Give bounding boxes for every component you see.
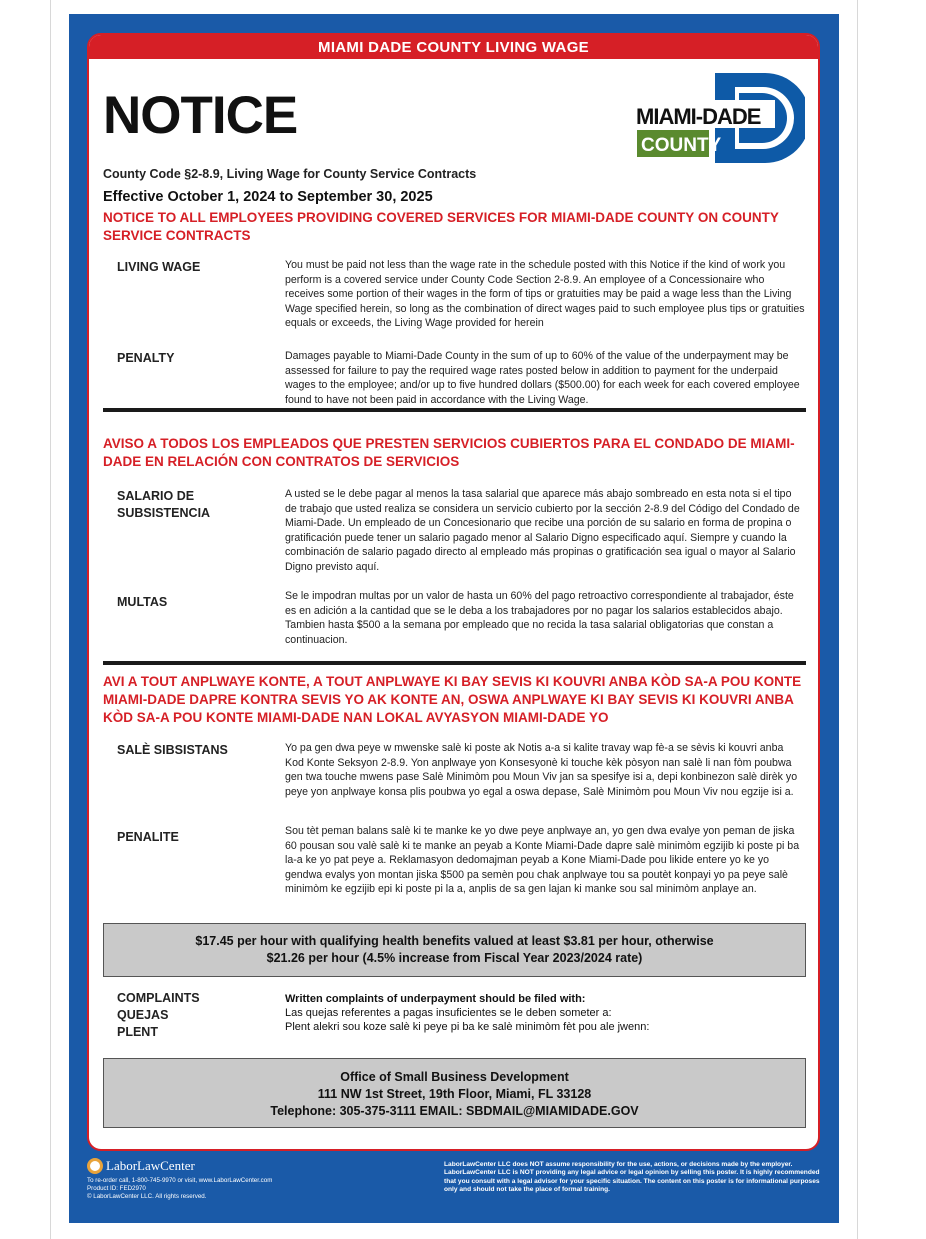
sale-text: Yo pa gen dwa peye w mwenske salè ki poste ak Notis a-a si kalite travay wap fè-a se sèvis ki kouvri anba Kod Konte Seksyon 2-8.9. Yon anplwaye yon Konsesyonè ki touche kèk pòsyon nan salè li nan fòm poubwa gen twa touche mwens pase Salè Minimòm pou Moun Viv jan sa spesifye isi a, depi konbinezon salè dirèk yo peye yon anplwaye konsa plis poubwa yo egal a oswa depase, Salè Minimòm pou Moun Viv nou egzije isi a. (285, 742, 798, 798)
page-edge-left (50, 0, 51, 1239)
logo-text-top: MIAMI-DADE (636, 104, 761, 129)
complaints-text-en: Written complaints of underpayment should be filed with: (285, 993, 586, 1005)
notice-title: NOTICE (103, 86, 298, 145)
wage-rate-line-1: $17.45 per hour with qualifying health benefits valued at least $3.81 per hour, otherwise (195, 934, 714, 948)
laborlawcenter-brand: LaborLawCenter (106, 1158, 195, 1173)
office-name: Office of Small Business Development (340, 1070, 569, 1084)
spanish-heading: AVISO A TODOS LOS EMPLEADOS QUE PRESTEN SERVICIOS CUBIERTOS PARA EL CONDADO DE MIAMI-DADE EN RELACIÓN CON CONTRATOS DE SERVICIOS (103, 436, 795, 469)
office-box (103, 1058, 806, 1128)
copyright: © LaborLawCenter LLC. All rights reserved. (87, 1193, 207, 1200)
complaints-label-en: COMPLAINTS (117, 991, 200, 1005)
multas-label: MULTAS (117, 595, 168, 609)
complaints-label-ht: PLENT (117, 1025, 158, 1039)
code-subtitle: County Code §2-8.9, Living Wage for County Service Contracts (103, 167, 477, 181)
complaints-label (117, 990, 200, 1041)
poster (69, 14, 839, 1223)
reorder-info: To re-order call, 1-800-745-9970 or visit, www.LaborLawCenter.com (87, 1177, 273, 1184)
office-address: 111 NW 1st Street, 19th Floor, Miami, FL 33128 (317, 1087, 592, 1101)
creole-heading: AVI A TOUT ANPLWAYE KONTE, A TOUT ANPLWAYE KI BAY SEVIS KI KOUVRI ANBA KÒD SA-A POU KONTE MIAMI-DADE DAPRE KONTRA SEVIS YO AK KONTE AN, OSWA ANPLWAYE KI BAY SEVIS KI KOUVRI ANBA KÒD SA-A POU KONTE MIAMI-DADE NAN LOKAL AVYASYON MIAMI-DADE YO (103, 674, 802, 725)
living-wage-label: LIVING WAGE (117, 260, 201, 274)
footer-brand-block (87, 1158, 272, 1201)
section-divider (103, 408, 806, 412)
logo-text-bottom: COUNTY (641, 135, 722, 156)
office-contact: Telephone: 305-375-3111 EMAIL: SBDMAIL@MIAMIDADE.GOV (270, 1104, 639, 1118)
living-wage-text: You must be paid not less than the wage rate in the schedule posted with this Notice if the kind of work you perform is a covered service under County Code Section 2-8.9. An employee of a Concessionaire who receives some portion of their wages in the form of tips or gratuities may be paid a wage less than the Living Wage specified herein, so long as the combination of direct wages paid to such employee plus tips or gratuities equals or exceeds, the Living Wage provided for herein (285, 259, 805, 330)
product-id: Product ID: FED2970 (87, 1185, 146, 1192)
penalty-text: Damages payable to Miami-Dade County in the sum of up to 60% of the value of the underpayment may be assessed for failure to pay the required wage rates posted below in addition to payment for the underpaid wages to the employee; and/or up to five hundred dollars ($500.00) for each week for each covered employee found to have not been paid in accordance with the Living Wage. (285, 350, 800, 406)
effective-dates: Effective October 1, 2024 to September 30, 2025 (103, 189, 433, 205)
laborlawcenter-icon (87, 1158, 103, 1174)
salario-label-2: SUBSISTENCIA (117, 506, 211, 520)
footer-meta (87, 1177, 272, 1201)
wage-rate-box (103, 923, 806, 977)
complaints-label-es: QUEJAS (117, 1008, 169, 1022)
sale-label: SALÈ SIBSISTANS (117, 743, 228, 757)
salario-text: A usted se le debe pagar al menos la tasa salarial que aparece más abajo sombreado en esta nota si el tipo de trabajo que usted realiza se considera un servicio cubierto por la sección 2-8.9 del Código del Condado de Miami-Dade. Un empleado de un Concesionario que recibe una porción de su salario en forma de propina o gratificación puede tener un salario pagado menor al Salario Digno especificado aquí. Siempre y cuando la combinación de salario pagado directo al empleado más propinas o gratificación sea igual o mayor al Salario Digno previsto aquí. (285, 488, 800, 573)
penalite-label: PENALITE (117, 830, 179, 844)
laborlawcenter-logo (87, 1158, 272, 1174)
miami-dade-logo (635, 73, 805, 163)
wage-rate-line-2: $21.26 per hour (4.5% increase from Fiscal Year 2023/2024 rate) (266, 951, 643, 965)
penalty-label: PENALTY (117, 351, 175, 365)
complaints-text (285, 992, 649, 1034)
poster-content (87, 33, 820, 1151)
disclaimer: LaborLawCenter LLC does NOT assume responsibility for the use, actions, or decisions made by the employer. LaborLawCenter LLC is NOT providing any legal advice or legal opinion by selling this poster. It is highly recommended that you consult with a legal advisor for your specific situation. The content on this poster is for informational purposes only and should not take the place of formal training. (444, 1161, 820, 1194)
complaints-text-es: Las quejas referentes a pagas insuficientes se le deben someter a: (285, 1007, 612, 1019)
penalite-text: Sou tèt peman balans salè ki te manke ke yo dwe peye anplwaye an, yo gen dwa evalye yon peman de jiska 60 pousan sou valè salè ki te manke an peyab a Konte Miami-Dade dapre salè minimòm egzijib ki poste pi ba la-a ke yo pat peye a. Reklamasyon dedomajman peyab a Kone Miami-Dade pou likide entere yo ke yo gendwa evalys yon montan jiska $500 pa semèn pou chak anplwaye tou sa poutèt konpayi yo pa peye salè minimòm ke egzijib epi ki poste pi la a, anplis de sa gen lajan ki manke sou sal minimòm anplaye an. (285, 825, 800, 896)
multas-text: Se le impodran multas por un valor de hasta un 60% del pago retroactivo correspondiente al trabajador, éste es en adición a la cantidad que se le deba a los trabajadores por no pagar los salarios establecidos abajo. Tambien hasta $500 a la semana por empleado que no recida la tasa salarial obligatorias que constan a continuacion. (285, 590, 794, 646)
banner: MIAMI DADE COUNTY LIVING WAGE (89, 35, 818, 59)
complaints-text-ht: Plent alekri sou koze salè ki peye pi ba ke salè minimòm fèt pou ale jwenn: (285, 1021, 650, 1033)
salario-label-1: SALARIO DE (117, 489, 195, 503)
english-heading: NOTICE TO ALL EMPLOYEES PROVIDING COVERED SERVICES FOR MIAMI-DADE COUNTY ON COUNTY SERVICE CONTRACTS (103, 210, 779, 243)
page-edge-right (857, 0, 858, 1239)
section-divider (103, 661, 806, 665)
